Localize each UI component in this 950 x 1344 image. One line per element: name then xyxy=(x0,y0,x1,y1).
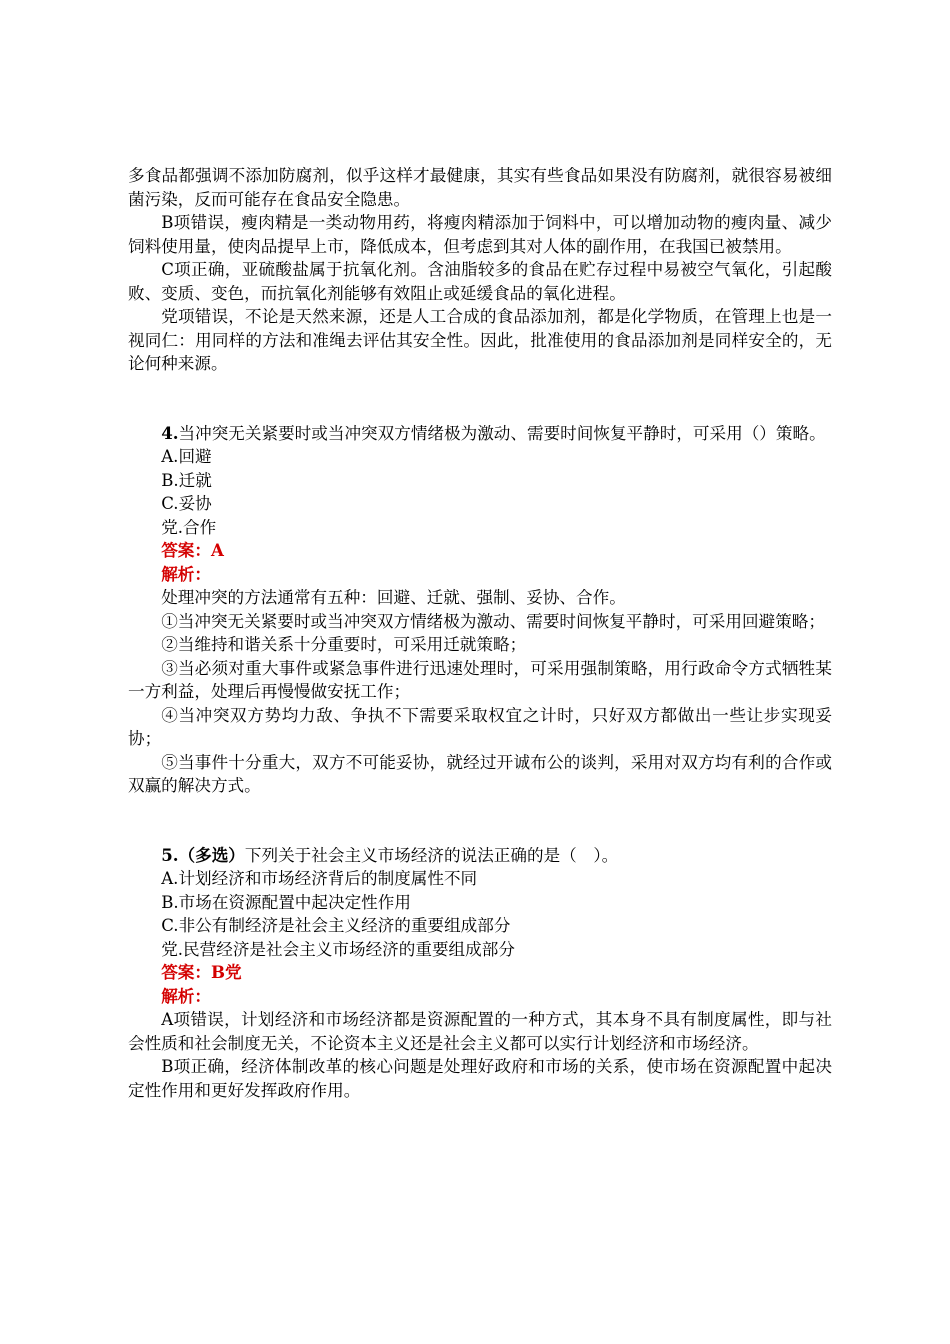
question-4-text: 当冲突无关紧要时或当冲突双方情绪极为激动、需要时间恢复平静时，可采用（）策略。 xyxy=(178,423,826,443)
question-5-answer: 答案：B党 xyxy=(161,962,242,982)
question-5-tag: （多选） xyxy=(178,844,245,865)
intro-option-b-explanation: B项错误，瘦肉精是一类动物用药，将瘦肉精添加于饲料中，可以增加动物的瘦肉量、减少饲料使用量，使肉品提早上市，降低成本，但考虑到其对人体的副作用，在我国已被禁用。 xyxy=(128,213,832,256)
question-4-answer: 答案：A xyxy=(161,540,224,560)
document-page xyxy=(128,164,832,1102)
question-4-analysis-item: ②当维持和谐关系十分重要时，可采用迁就策略； xyxy=(161,635,527,654)
question-5-analysis-item: A项错误，计划经济和市场经济都是资源配置的一种方式，其本身不具有制度属性，即与社会性质和社会制度无关，不论资本主义还是社会主义都可以实行计划经济和市场经济。 xyxy=(128,1010,832,1053)
question-4-stem xyxy=(128,422,832,446)
question-5 xyxy=(128,844,832,1103)
question-4-analysis-item: ③当必须对重大事件或紧急事件进行迅速处理时，可采用强制策略，用行政命令方式牺牲某一方利益，处理后再慢慢做安抚工作； xyxy=(128,658,832,701)
question-4-number: 4. xyxy=(161,422,179,443)
question-5-stem xyxy=(128,844,832,868)
question-5-number: 5. xyxy=(161,844,179,865)
question-4-option-a: A.回避 xyxy=(161,447,212,466)
intro-option-c-explanation: C项正确，亚硫酸盐属于抗氧化剂。含油脂较多的食品在贮存过程中易被空气氧化，引起酸败、变质、变色，而抗氧化剂能够有效阻止或延缓食品的氧化进程。 xyxy=(128,260,832,303)
question-4-analysis-item: ④当冲突双方势均力敌、争执不下需要采取权宜之计时，只好双方都做出一些让步实现妥协； xyxy=(128,705,832,748)
question-4-analysis-item: ①当冲突无关紧要时或当冲突双方情绪极为激动、需要时间恢复平静时，可采用回避策略； xyxy=(161,611,825,631)
question-4 xyxy=(128,422,832,798)
question-5-option-d: 党.民营经济是社会主义市场经济的重要组成部分 xyxy=(161,939,515,959)
question-5-analysis-item: B项正确，经济体制改革的核心问题是处理好政府和市场的关系，使市场在资源配置中起决定性作用和更好发挥政府作用。 xyxy=(128,1057,832,1100)
question-5-analysis-label: 解析： xyxy=(161,985,211,1006)
question-5-text: 下列关于社会主义市场经济的说法正确的是（ ）。 xyxy=(244,845,619,865)
question-4-analysis-label: 解析： xyxy=(161,563,211,584)
question-5-option-c: C.非公有制经济是社会主义经济的重要组成部分 xyxy=(161,916,511,935)
question-5-option-b: B.市场在资源配置中起决定性作用 xyxy=(161,892,411,912)
spacer xyxy=(128,376,832,422)
intro-continuation: 多食品都强调不添加防腐剂，似乎这样才最健康，其实有些食品如果没有防腐剂，就很容易被细菌污染，反而可能存在食品安全隐患。 xyxy=(128,166,832,209)
spacer xyxy=(128,798,832,844)
question-4-option-b: B.迁就 xyxy=(161,470,212,490)
intro-option-d-explanation: 党项错误，不论是天然来源，还是人工合成的食品添加剂，都是化学物质，在管理上也是一视同仁：用同样的方法和准绳去评估其安全性。因此，批准使用的食品添加剂是同样安全的，无论何种来源。 xyxy=(128,307,832,373)
question-5-option-a: A.计划经济和市场经济背后的制度属性不同 xyxy=(161,869,478,888)
question-4-analysis-item: ⑤当事件十分重大，双方不可能妥协，就经过开诚布公的谈判，采用对双方均有利的合作或双赢的解决方式。 xyxy=(128,752,832,795)
question-4-option-c: C.妥协 xyxy=(161,494,212,513)
question-4-analysis-intro: 处理冲突的方法通常有五种：回避、迁就、强制、妥协、合作。 xyxy=(161,588,626,607)
question-4-option-d: 党.合作 xyxy=(161,517,217,537)
